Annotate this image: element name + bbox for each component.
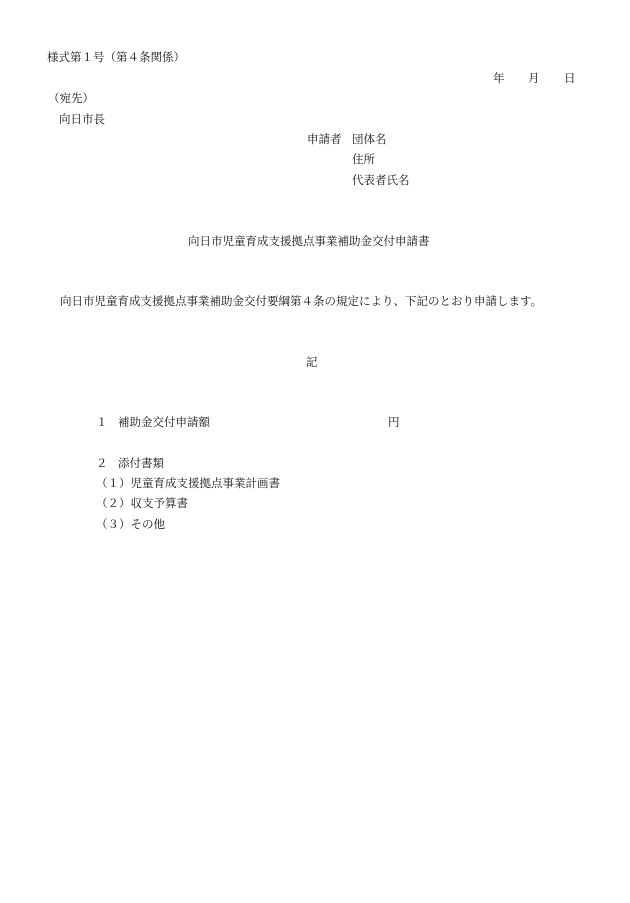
form-number: 様式第１号（第４条関係） (47, 50, 185, 64)
ki-heading: 記 (306, 355, 318, 369)
date-month-label: 月 (528, 71, 540, 85)
date-year-label: 年 (493, 71, 505, 85)
item2-number: ２ (96, 456, 108, 470)
representative-name-label: 代表者氏名 (352, 173, 410, 187)
document-title: 向日市児童育成支援拠点事業補助金交付申請書 (188, 234, 430, 248)
attachment-item: （２）収支予算書 (96, 496, 188, 510)
item1-label: 補助金交付申請額 (118, 415, 210, 429)
attachment-item: （３）その他 (96, 517, 165, 531)
date-day-label: 日 (564, 71, 576, 85)
item2-label: 添付書類 (118, 456, 164, 470)
attachment-item: （１）児童育成支援拠点事業計画書 (96, 476, 280, 490)
applicant-label: 申請者 (307, 132, 342, 146)
addressee-label: （宛先） (48, 91, 94, 105)
item1-unit: 円 (388, 415, 400, 429)
body-text: 向日市児童育成支援拠点事業補助金交付要綱第４条の規定により、下記のとおり申請します。 (60, 294, 543, 308)
item1-number: １ (96, 415, 108, 429)
address-label: 住所 (352, 152, 375, 166)
addressee: 向日市長 (59, 112, 105, 126)
organization-name-label: 団体名 (352, 132, 387, 146)
